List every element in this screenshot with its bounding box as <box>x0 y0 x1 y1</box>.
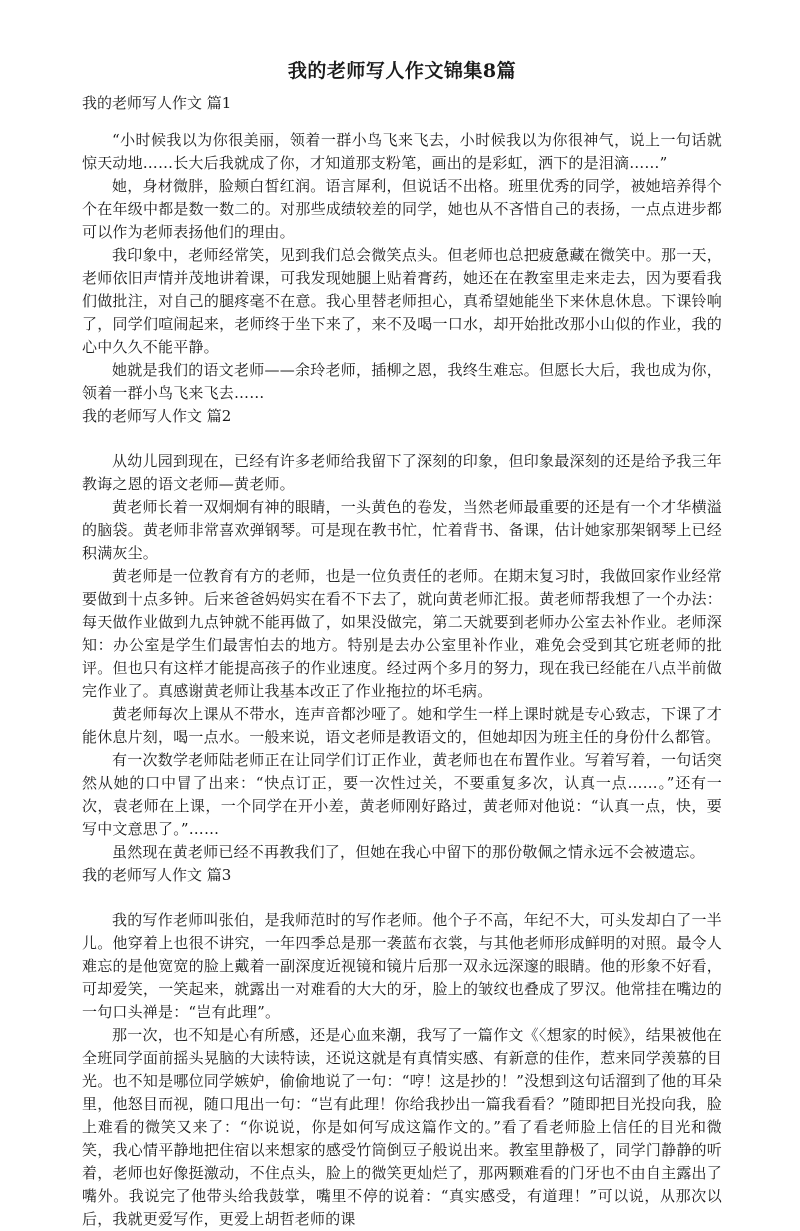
paragraph: 从幼儿园到现在，已经有许多老师给我留下了深刻的印象，但印象最深刻的还是给予我三年教诲之恩的语文老师—黄老师。 <box>82 452 722 493</box>
section-heading: 我的老师写人作文 篇1 <box>82 94 232 112</box>
paragraph: 那一次，也不知是心有所感，还是心血来潮，我写了一篇作文《〈想家的时候》，结果被他在全班同学面前摇头晃脑的大读特读，还说这就是有真情实感、有新意的佳作，惹来同学羡慕的目光。也不知是哪位同学嫉妒，偷偷地说了一句：“哼！这是抄的！”没想到这句话溜到了他的耳朵里，他怒目而视，随口甩出一句：“岂有此理！你给我抄出一篇我看看？”随即把目光投向我，脸上难看的微笑又来了：“你说说，你是如何写成这篇作文的。”看了看老师脸上信任的目光和微笑，我心情平静地把住宿以来想家的感受竹筒倒豆子般说出来。教室里静极了，同学门静静的听着，老师也好像挺激动，不住点头，脸上的微笑更灿烂了，那两颗难看的门牙也不由自主露出了嘴外。我说完了他带头给我鼓掌，嘴里不停的说着：“真实感受，有道理！”可以说，从那次以后，我就更爱写作，更爱上胡哲老师的课 <box>82 1026 722 1228</box>
paragraph: 她，身材微胖，脸颊白皙红润。语言犀利，但说话不出格。班里优秀的同学，被她培养得个个在年级中都是数一数二的。对那些成绩较差的同学，她也从不吝惜自己的表扬，一点点进步都可以作为老师表扬他们的理由。 <box>82 177 722 241</box>
paragraph: 黄老师长着一双炯炯有神的眼睛，一头黄色的卷发，当然老师最重要的还是有一个才华横溢的脑袋。黄老师非常喜欢弹钢琴。可是现在教书忙，忙着背书、备课，估计她家那架钢琴上已经积满灰尘。 <box>82 498 722 562</box>
section-2 <box>82 405 722 864</box>
paragraph: “小时候我以为你很美丽，领着一群小鸟飞来飞去，小时候我以为你很神气，说上一句话就惊天动地……长大后我就成了你，才知道那支粉笔，画出的是彩虹，洒下的是泪滴……” <box>82 131 722 172</box>
section-heading: 我的老师写人作文 篇2 <box>82 407 232 425</box>
paragraph: 虽然现在黄老师已经不再教我们了，但她在我心中留下的那份敬佩之情永远不会被遗忘。 <box>112 843 705 861</box>
section-3 <box>82 864 722 1231</box>
paragraph: 黄老师是一位教育有方的老师，也是一位负责任的老师。在期末复习时，我做回家作业经常要做到十点多钟。后来爸爸妈妈实在看不下去了，就向黄老师汇报。黄老师帮我想了一个办法：每天做作业做到九点钟就不能再做了，如果没做完，第二天就要到老师办公室去补作业。老师深知：办公室是学生们最害怕去的地方。特别是去办公室里补作业，难免会受到其它班老师的批评。但也只有这样才能提高孩子的作业速度。经过两个多月的努力，现在我已经能在八点半前做完作业了。真感谢黄老师让我基本改正了作业拖拉的坏毛病。 <box>82 567 722 700</box>
document-title: 我的老师写人作文锦集8篇 <box>287 60 517 82</box>
section-1 <box>82 92 722 405</box>
paragraph: 黄老师每次上课从不带水，连声音都沙哑了。她和学生一样上课时就是专心致志，下课了才能休息片刻，喝一点水。一般来说，语文老师是教语文的，但她却因为班主任的身份什么都管。 <box>82 705 722 746</box>
paragraph: 她就是我们的语文老师——余玲老师，插柳之恩，我终生难忘。但愿长大后，我也成为你，领着一群小鸟飞来飞去…… <box>82 361 722 402</box>
paragraph: 有一次数学老师陆老师正在让同学们订正作业，黄老师也在布置作业。写着写着，一句话突然从她的口中冒了出来：“快点订正，要一次性过关，不要重复多次，认真一点……。”还有一次，袁老师在上课，一个同学在开小差，黄老师刚好路过，黄老师对他说：“认真一点，快，要写中文意思了。”…… <box>82 751 722 838</box>
document-page <box>82 58 722 1231</box>
section-heading: 我的老师写人作文 篇3 <box>82 866 232 884</box>
paragraph: 我印象中，老师经常笑，见到我们总会微笑点头。但老师也总把疲惫藏在微笑中。那一天，老师依旧声情并茂地讲着课，可我发现她腿上贴着膏药，她还在在教室里走来走去，因为要看我们做批注，对自己的腿疼毫不在意。我心里替老师担心，真希望她能坐下来休息休息。下课铃响了，同学们喧闹起来，老师终于坐下来了，来不及喝一口水，却开始批改那小山似的作业，我的心中久久不能平静。 <box>82 246 722 356</box>
paragraph: 我的写作老师叫张伯，是我师范时的写作老师。他个子不高，年纪不大，可头发却白了一半儿。他穿着上也很不讲究，一年四季总是那一袭蓝布衣裳，与其他老师形成鲜明的对照。最令人难忘的是他宽宽的脸上戴着一副深度近视镜和镜片后那一双永远深邃的眼睛。他的形象不好看，可却爱笑，一笑起来，就露出一对难看的大大的牙，脸上的皱纹也叠成了罗汉。他常挂在嘴边的一句口头禅是：“岂有此理”。 <box>82 911 722 1021</box>
